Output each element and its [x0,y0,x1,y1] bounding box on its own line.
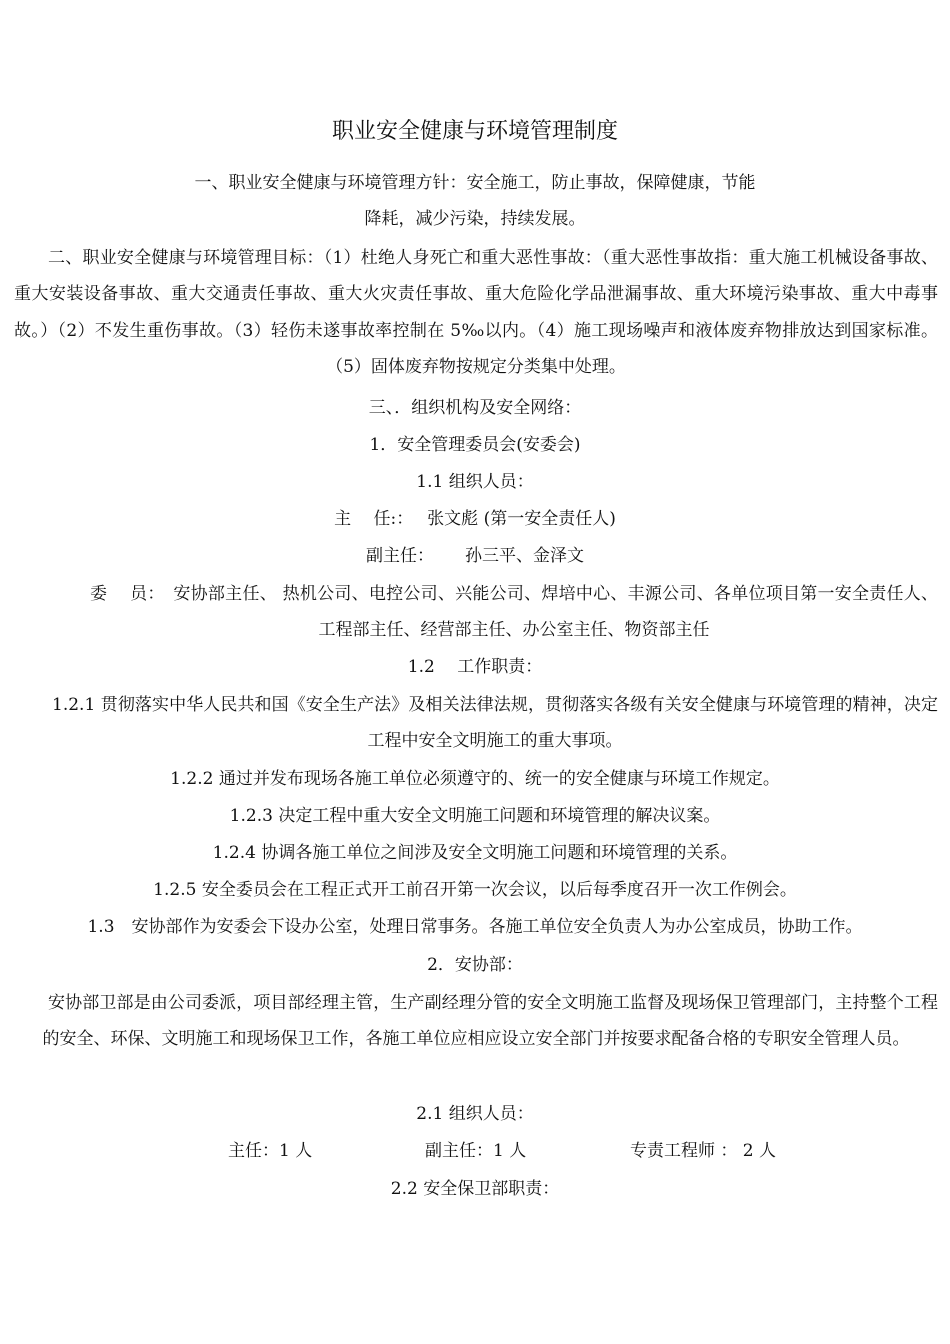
staff-row [0,1139,950,1163]
section-1-heading: 1．安全管理委员会(安委会) [369,435,581,455]
duty-1-2-4: 1.2.4 协调各施工单位之间涉及安全文明施工问题和环境管理的关系。 [212,843,738,863]
section-2-1-heading: 2.1 组织人员： [416,1104,534,1124]
staff-director: 主任：1 人 [228,1141,313,1161]
section-2-2-heading: 2.2 安全保卫部职责： [390,1179,560,1199]
members-paragraph: 委 员： 安协部主任、 热机公司、电控公司、兴能公司、焊培中心、丰源公司、各单位项目第一安全责任人、工程部主任、经营部主任、办公室主任、物资部主任 [90,584,938,641]
policy-line-2: 降耗，减少污染，持续发展。 [364,209,586,229]
staff-deputy-director: 副主任：1 人 [425,1141,527,1161]
duty-1-3: 1.3 安协部作为安委会下设办公室，处理日常事务。各施工单位安全负责人为办公室成员，协助工作。 [87,917,863,937]
document-title: 职业安全健康与环境管理制度 [331,119,618,144]
duty-1-2-5: 1.2.5 安全委员会在工程正式开工前召开第一次会议，以后每季度召开一次工作例会。 [153,880,797,900]
director-line: 主 任:： 张文彪 (第一安全责任人) [334,509,616,529]
duty-1-2-3: 1.2.3 决定工程中重大安全文明施工问题和环境管理的解决议案。 [229,806,721,826]
goals-paragraph: 二、职业安全健康与环境管理目标：（1）杜绝人身死亡和重大恶性事故：（重大恶性事故指：重大施工机械设备事故、重大安装设备事故、重大交通责任事故、重大火灾责任事故、重大危险化学品泄漏事故、重大环境污染事故、重大中毒事故。）（2）不发生重伤事故。（3）轻伤未遂事故率控制在 5‰以内。（4）施工现场噪声和液体废弃物排放达到国家标准。（5）固体废弃物按规定分类集中处理。 [14,248,938,378]
policy-line-1: 一、职业安全健康与环境管理方针：安全施工，防止事故，保障健康，节能 [194,173,756,193]
section-2-description: 安协部卫部是由公司委派，项目部经理主管，生产副经理分管的安全文明施工监督及现场保卫管理部门，主持整个工程的安全、环保、文明施工和现场保卫工作，各施工单位应相应设立安全部门并按要求配备合格的专职安全管理人员。 [42,993,938,1050]
duty-1-2-1: 1.2.1 贯彻落实中华人民共和国《安全生产法》及相关法律法规，贯彻落实各级有关安全健康与环境管理的精神，决定工程中安全文明施工的重大事项。 [52,695,938,752]
deputy-director-line: 副主任： 孙三平、金泽文 [366,546,584,566]
section-1-2-heading: 1.2 工作职责： [407,657,543,677]
duty-1-2-2: 1.2.2 通过并发布现场各施工单位必须遵守的、统一的安全健康与环境工作规定。 [170,769,780,789]
staff-engineer: 专责工程师 ： 2 人 [630,1141,777,1161]
section-3-heading: 三、．组织机构及安全网络： [368,398,582,418]
section-1-1-heading: 1.1 组织人员： [416,472,534,492]
section-2-heading: 2．安协部： [427,955,523,975]
